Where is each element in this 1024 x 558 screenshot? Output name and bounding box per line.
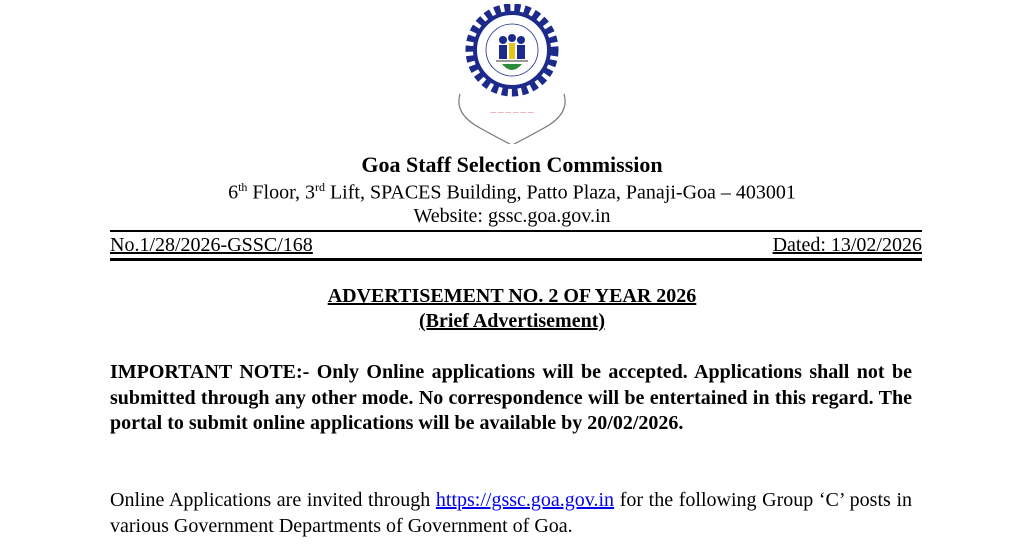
advertisement-heading: ADVERTISEMENT NO. 2 OF YEAR 2026 (327, 285, 697, 307)
reference-row (110, 230, 922, 261)
advertisement-subheading: (Brief Advertisement) (418, 310, 606, 332)
organization-address: 6th Floor, 3rd Lift, SPACES Building, Patto Plaza, Panaji-Goa – 403001 (228, 180, 796, 204)
gssc-portal-link[interactable]: https://gssc.goa.gov.in (435, 489, 615, 511)
intro-paragraph: Online Applications are invited through https://gssc.goa.gov.in for the following Group ‘C’ posts in various Government Departments of Government of Goa. (110, 489, 912, 537)
organization-title: Goa Staff Selection Commission (361, 152, 663, 177)
organization-website: Website: gssc.goa.gov.in (413, 205, 611, 227)
reference-number: No.1/28/2026-GSSC/168 (110, 234, 313, 256)
gssc-logo (440, 4, 584, 144)
important-note: IMPORTANT NOTE:- Only Online applications will be accepted. Applications shall not be submitted through any other mode. No correspondence will be entertained in this regard. The portal to submit online applications will be available by 20/02/2026. (110, 361, 912, 434)
reference-date: Dated: 13/02/2026 (772, 234, 922, 256)
svg-text:— — — — — —: — — — — — — (490, 110, 534, 116)
